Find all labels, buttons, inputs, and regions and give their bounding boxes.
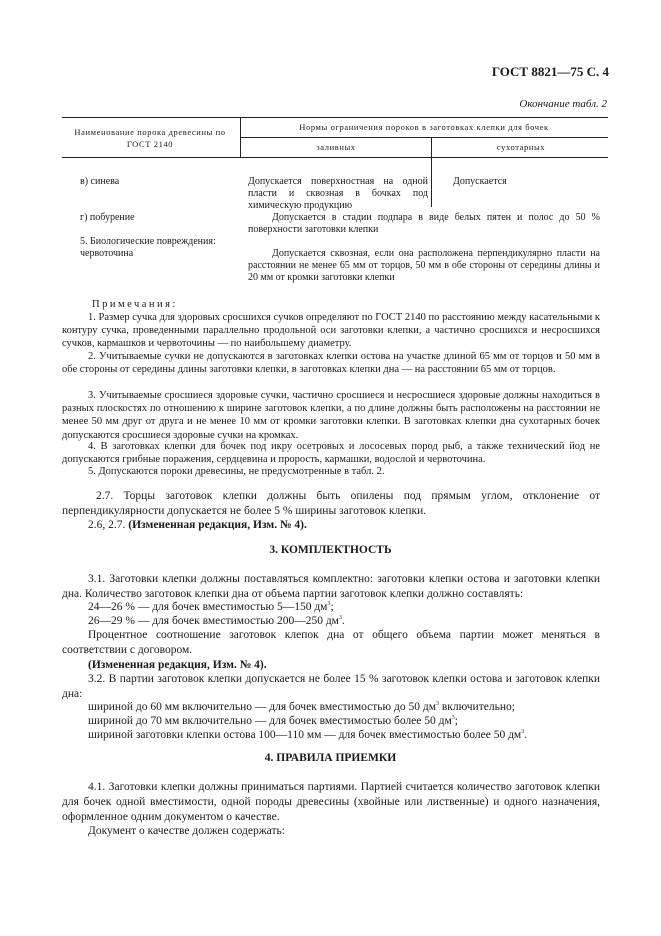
table-sub-rule (240, 137, 608, 138)
column-header-defect-name: Наименование порока древесины по ГОСТ 2140 (74, 127, 226, 149)
table-continuation-label: Окончание табл. 2 (519, 98, 607, 110)
width-line-3 (88, 728, 527, 743)
width-line-1-text: шириной до 60 мм включительно — для бочек вместимостью до 50 дм (88, 701, 436, 713)
table-col-divider (240, 117, 241, 157)
note-5: 5. Допускаются пороки древесины, не предусмотренные в табл. 2. (88, 466, 385, 477)
paragraph-quality-doc: Документ о качестве должен содержать: (88, 825, 285, 837)
punct: . (341, 615, 345, 627)
document-reference: ГОСТ 8821—75 С. 4 (491, 64, 609, 79)
ratio-line-2 (88, 614, 345, 629)
unit-cube: 3 (451, 715, 455, 722)
row-defect-name: 5. Биологические повреждения: (80, 236, 216, 247)
note-2: 2. Учитываемые сучки не допускаются в заготовках клепки остова на участке длиной 65 мм от торцов и 50 мм в обе стороны от середины длины заготовки клепки, в заготовках клепки дна — на расстоянии 65 мм от торцов. (62, 351, 600, 376)
width-line-2 (88, 714, 458, 729)
width-line-1 (88, 700, 515, 715)
amendment-prefix: 2.6, 2.7. (88, 519, 129, 531)
paragraph-3-2: 3.2. В партии заготовок клепки допускается не более 15 % заготовок клепки остова и заготовок клепки дна: (62, 673, 600, 700)
amendment-note: (Измененная редакция, Изм. № 4). (128, 519, 307, 531)
row-common-norm: Допускается в стадии подпара в виде белых пятен и полос до 50 % поверхности заготовки клепки (248, 212, 600, 235)
punct: . (524, 729, 528, 741)
paragraph-2-7: 2.7. Торцы заготовок клепки должны быть опилены под прямым углом, отклонение от перпендикулярности допускается не более 5 % ширины заготовок клепки. (62, 490, 600, 517)
row-wet-norm: Допускается поверхностная на одной пласти и сквозная в бочках под химическую продукцию (248, 176, 428, 211)
section-3-title: 3. КОМПЛЕКТНОСТЬ (269, 544, 392, 556)
ratio-line-1 (88, 600, 334, 615)
row-defect-name: г) побурение (80, 212, 135, 223)
ratio-line-2-text: 26—29 % — для бочек вместимостью 200—250 дм (88, 615, 339, 627)
paragraph-3-1: 3.1. Заготовки клепки должны поставляться комплектно: заготовки клепки остова и заготовки клепки дна. Количество заготовок клепки дна от объема партии заготовок клепки должно составлять: (62, 573, 600, 600)
punct: ; (330, 601, 334, 613)
section-4-title: 4. ПРАВИЛА ПРИЕМКИ (264, 752, 397, 764)
paragraph-4-1: 4.1. Заготовки клепки должны приниматься партиями. Партией считается количество заготовок клепки для бочек одной вместимости, одной породы древесины (хвойные или лиственные) и одного назначения, оформленное одним документом о качестве. (62, 781, 600, 823)
ratio-line-1-text: 24—26 % — для бочек вместимостью 5—150 дм (88, 601, 328, 613)
unit-cube: 3 (327, 601, 331, 608)
note-3: 3. Учитываемые сросшиеся здоровые сучки, частично сросшиеся и несросшиеся здоровые должны находиться в разных плоскостях по отношению к ширине заготовок клепки, а по длине должны быть расположены на расстоянии не менее 50 мм друг от друга и не менее 10 мм от кромки заготовки клепки. В заготовках клепки дна сухотарных бочек допускаются сросшиеся здоровые сучки на кромках. (62, 390, 600, 441)
table-header-bottom-rule (62, 157, 608, 158)
column-header-dry-barrels: сухотарных (496, 142, 546, 152)
column-header-norms: Нормы ограничения пороков в заготовках клепки для бочек (299, 122, 549, 132)
row-common-norm: Допускается сквозная, если она расположена перпендикулярно пласти на расстоянии не менее 65 мм от торцов, 50 мм в обе стороны от середины длины и 20 мм от кромки заготовки клепки (248, 248, 600, 283)
unit-cube: 3 (338, 615, 342, 622)
note-1: 1. Размер сучка для здоровых сросшихся сучков определяют по ГОСТ 2140 по расстоянию между касательными к контуру сучка, проведенными параллельно продольной оси заготовки клепки, а частично сросшихся и несросшихся сучков, кармашков и червоточины — по наибольшему диаметру. (62, 312, 600, 350)
row-dry-norm: Допускается (453, 176, 507, 187)
amendment-2-6-2-7 (88, 518, 307, 533)
notes-title: Примечания: (92, 299, 178, 310)
width-line-3-text: шириной заготовки клепки остова 100—110 мм — для бочек вместимостью более 50 дм (88, 729, 522, 741)
note-4: 4. В заготовках клепки для бочек под икру осетровых и лососевых пород рыб, а также технический йод не допускаются грибные поражения, сердцевина и прорость, кармашки, водослой и червоточина. (62, 441, 600, 466)
unit-cube: 3 (435, 701, 439, 708)
row-defect-subname: червоточина (80, 248, 134, 259)
unit-cube: 3 (521, 729, 525, 736)
column-header-wet-barrels: заливных (316, 142, 356, 152)
width-line-1-tail: включительно; (438, 701, 515, 713)
punct: ; (454, 715, 458, 727)
width-line-2-text: шириной до 70 мм включительно — для бочек вместимостью более 50 дм (88, 715, 452, 727)
paragraph-percentage: Процентное соотношение заготовок клепок дна от общего объема партии может меняться в соответствии с договором. (62, 629, 600, 656)
table-subcol-divider (431, 137, 432, 207)
row-defect-name: в) синева (80, 176, 120, 187)
amendment-3-1: (Измененная редакция, Изм. № 4). (88, 659, 267, 671)
table-top-rule (62, 117, 608, 118)
